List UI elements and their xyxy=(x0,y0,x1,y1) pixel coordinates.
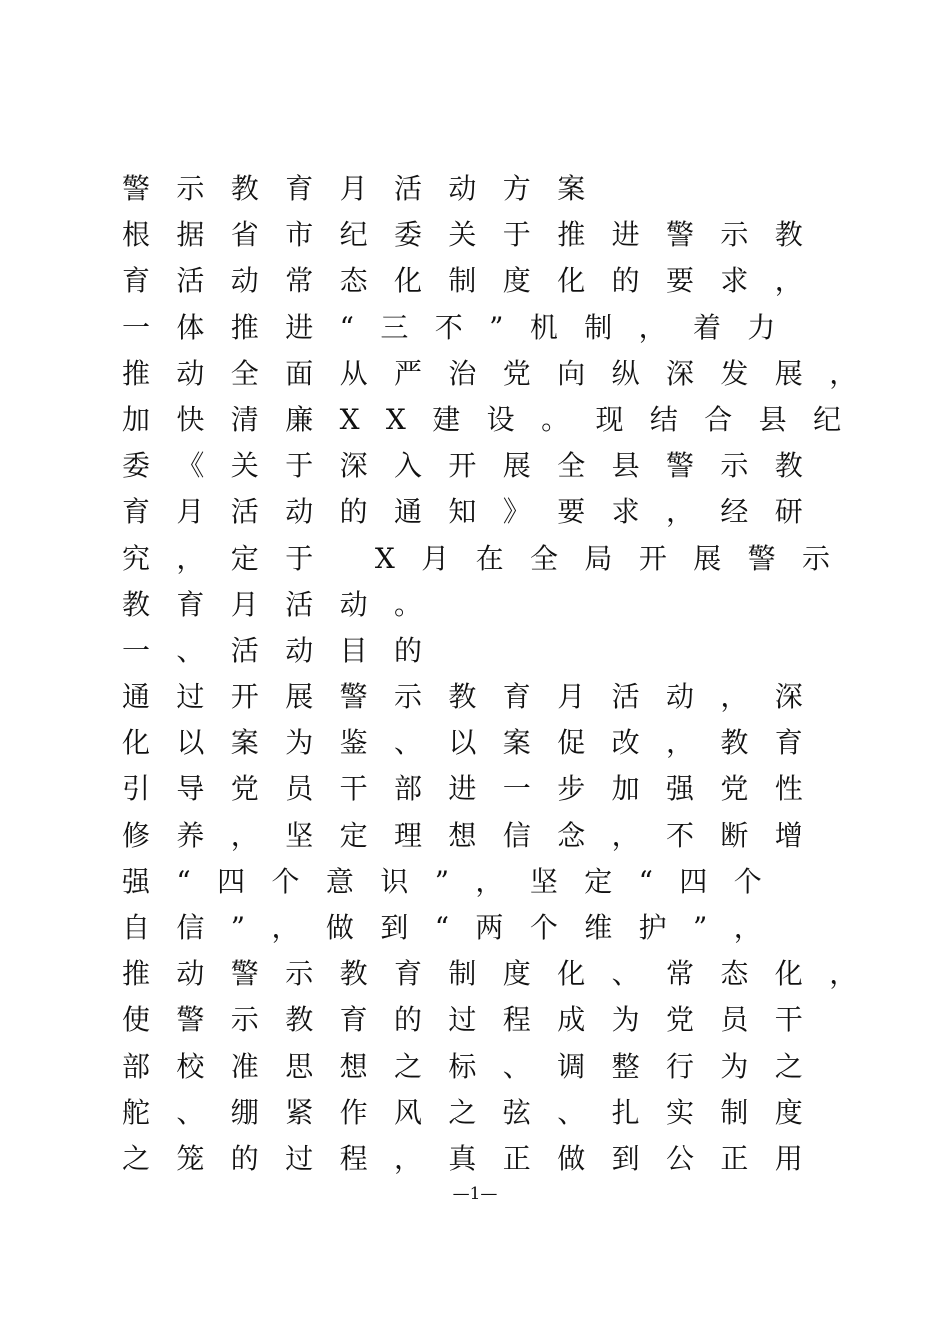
text-line: 委《关于深入开展全县警示教 xyxy=(122,449,830,483)
text-line: 一体推进“三不”机制，着力 xyxy=(122,310,802,344)
text-line: 之笼的过程，真正做到公正用 xyxy=(122,1141,830,1175)
text-line: 强“四个意识”，坚定“四个 xyxy=(122,864,789,898)
text-line: 使警示教育的过程成为党员干 xyxy=(122,1003,830,1037)
text-line: 推动全面从严治党向纵深发展， xyxy=(122,356,884,390)
text-line: 究，定于 X月在全局开展警示 xyxy=(122,541,857,575)
text-line: 育月活动的通知》要求，经研 xyxy=(122,495,830,529)
text-line: 加快清廉XX建设。现结合县纪 xyxy=(122,402,868,436)
document-title: 警示教育月活动方案 xyxy=(122,172,612,205)
text-line: 育活动常态化制度化的要求， xyxy=(122,264,830,298)
text-line: 教育月活动。 xyxy=(122,587,449,621)
document-body xyxy=(122,166,884,1182)
section-heading: 一、活动目的 xyxy=(122,633,449,667)
text-line: 部校准思想之标、调整行为之 xyxy=(122,1049,830,1083)
page-number: —1— xyxy=(452,1184,498,1204)
text-line: 根据省市纪委关于推进警示教 xyxy=(122,218,830,252)
text-line: 引导党员干部进一步加强党性 xyxy=(122,772,830,806)
text-line: 推动警示教育制度化、常态化， xyxy=(122,957,884,991)
text-line: 修养，坚定理想信念，不断增 xyxy=(122,818,830,852)
text-line: 通过开展警示教育月活动，深 xyxy=(122,680,830,714)
text-line: 舵、绷紧作风之弦、扎实制度 xyxy=(122,1095,830,1129)
text-line: 化以案为鉴、以案促改，教育 xyxy=(122,726,830,760)
text-line: 自信”，做到“两个维护”， xyxy=(122,911,789,944)
